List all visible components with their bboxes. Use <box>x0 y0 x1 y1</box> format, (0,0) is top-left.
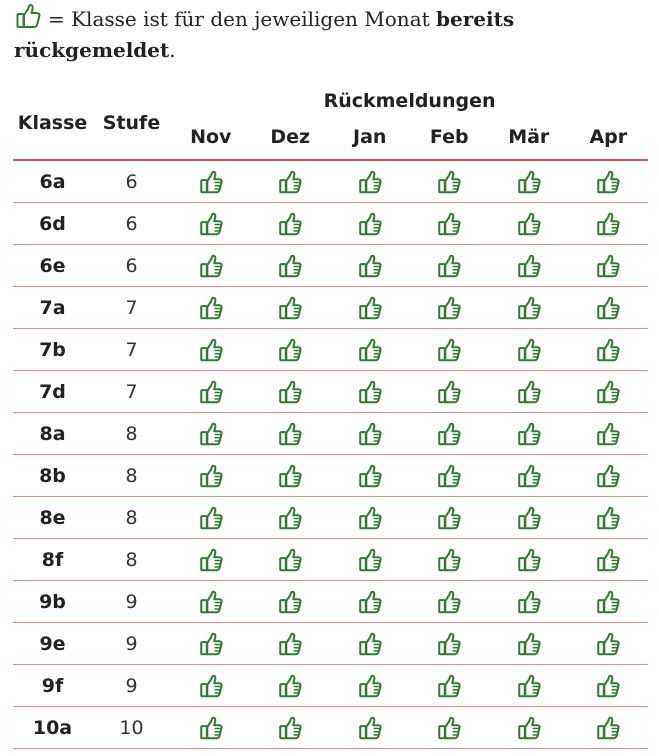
month-status-cell <box>569 455 649 497</box>
month-status-cell <box>171 497 251 539</box>
thumbs-up-icon <box>595 169 621 195</box>
klasse-cell: 6e <box>13 245 92 287</box>
thumbs-up-icon <box>277 421 303 447</box>
stufe-cell: 9 <box>92 581 171 623</box>
month-status-cell <box>489 287 569 329</box>
month-status-cell <box>569 160 649 203</box>
month-status-cell <box>410 287 490 329</box>
month-status-cell <box>171 413 251 455</box>
thumbs-up-icon <box>436 211 462 237</box>
legend-text-end: . <box>169 38 176 62</box>
klasse-cell: 7a <box>13 287 92 329</box>
month-status-cell <box>489 665 569 707</box>
thumbs-up-icon <box>277 337 303 363</box>
table-row <box>13 665 648 707</box>
thumbs-up-icon <box>436 547 462 573</box>
month-status-cell <box>569 203 649 245</box>
month-status-cell <box>251 539 331 581</box>
thumbs-up-icon <box>436 295 462 321</box>
month-status-cell <box>251 623 331 665</box>
month-status-cell <box>489 413 569 455</box>
month-status-cell <box>410 539 490 581</box>
month-status-cell <box>171 203 251 245</box>
month-status-cell <box>489 539 569 581</box>
column-header-month: Nov <box>171 114 251 160</box>
klasse-cell: 8f <box>13 539 92 581</box>
stufe-cell: 9 <box>92 665 171 707</box>
month-status-cell <box>410 329 490 371</box>
month-status-cell <box>569 707 649 749</box>
thumbs-up-icon <box>595 295 621 321</box>
column-header-month: Apr <box>569 114 649 160</box>
month-status-cell <box>251 203 331 245</box>
month-status-cell <box>171 539 251 581</box>
month-status-cell <box>171 665 251 707</box>
klasse-cell: 8b <box>13 455 92 497</box>
thumbs-up-icon <box>436 715 462 741</box>
thumbs-up-icon <box>277 379 303 405</box>
thumbs-up-icon <box>277 169 303 195</box>
thumbs-up-icon <box>198 715 224 741</box>
month-status-cell <box>251 413 331 455</box>
thumbs-up-icon <box>198 505 224 531</box>
thumbs-up-icon <box>516 337 542 363</box>
month-status-cell <box>489 455 569 497</box>
thumbs-up-icon <box>436 673 462 699</box>
klasse-cell: 8e <box>13 497 92 539</box>
column-header-month: Mär <box>489 114 569 160</box>
thumbs-up-icon <box>198 379 224 405</box>
month-status-cell <box>489 707 569 749</box>
thumbs-up-icon <box>516 463 542 489</box>
thumbs-up-icon <box>277 295 303 321</box>
thumbs-up-icon <box>436 379 462 405</box>
month-status-cell <box>251 329 331 371</box>
stufe-cell: 10 <box>92 707 171 749</box>
stufe-cell: 6 <box>92 160 171 203</box>
thumbs-up-icon <box>516 589 542 615</box>
table-row <box>13 160 648 203</box>
month-status-cell <box>171 245 251 287</box>
month-status-cell <box>569 329 649 371</box>
month-status-cell <box>569 413 649 455</box>
thumbs-up-icon <box>516 421 542 447</box>
column-header-stufe: Stufe <box>92 87 171 160</box>
table-row <box>13 203 648 245</box>
month-status-cell <box>251 287 331 329</box>
stufe-cell: 8 <box>92 455 171 497</box>
table-row <box>13 539 648 581</box>
thumbs-up-icon <box>198 547 224 573</box>
stufe-cell: 8 <box>92 413 171 455</box>
column-header-month: Jan <box>330 114 410 160</box>
month-status-cell <box>251 665 331 707</box>
month-status-cell <box>569 623 649 665</box>
month-status-cell <box>569 539 649 581</box>
stufe-cell: 8 <box>92 539 171 581</box>
thumbs-up-icon <box>516 379 542 405</box>
month-status-cell <box>330 371 410 413</box>
month-status-cell <box>410 707 490 749</box>
month-status-cell <box>569 371 649 413</box>
month-status-cell <box>410 245 490 287</box>
table-row <box>13 287 648 329</box>
thumbs-up-icon <box>277 673 303 699</box>
thumbs-up-icon <box>436 463 462 489</box>
month-status-cell <box>330 413 410 455</box>
thumbs-up-icon <box>595 673 621 699</box>
thumbs-up-icon <box>357 631 383 657</box>
thumbs-up-icon <box>436 631 462 657</box>
thumbs-up-icon <box>277 589 303 615</box>
month-status-cell <box>251 245 331 287</box>
thumbs-up-icon <box>595 505 621 531</box>
thumbs-up-icon <box>436 169 462 195</box>
table-row <box>13 413 648 455</box>
month-status-cell <box>171 160 251 203</box>
month-status-cell <box>171 707 251 749</box>
month-status-cell <box>489 160 569 203</box>
month-status-cell <box>251 581 331 623</box>
thumbs-up-icon <box>277 547 303 573</box>
thumbs-up-icon <box>198 211 224 237</box>
thumbs-up-icon <box>595 589 621 615</box>
group-header-rueckmeldungen: Rückmeldungen <box>323 89 496 112</box>
thumbs-up-icon <box>198 673 224 699</box>
thumbs-up-icon <box>277 631 303 657</box>
month-status-cell <box>569 581 649 623</box>
table-row <box>13 371 648 413</box>
column-header-klasse: Klasse <box>13 87 92 160</box>
month-status-cell <box>171 287 251 329</box>
thumbs-up-icon <box>436 337 462 363</box>
month-status-cell <box>410 371 490 413</box>
thumbs-up-icon <box>357 715 383 741</box>
month-status-cell <box>410 160 490 203</box>
thumbs-up-icon <box>595 715 621 741</box>
month-status-cell <box>171 581 251 623</box>
thumbs-up-icon <box>357 505 383 531</box>
month-status-cell <box>330 707 410 749</box>
klasse-cell: 6d <box>13 203 92 245</box>
stufe-cell: 8 <box>92 497 171 539</box>
month-status-cell <box>330 665 410 707</box>
month-status-cell <box>489 329 569 371</box>
thumbs-up-icon <box>436 421 462 447</box>
rueckmeldungen-table <box>13 87 648 749</box>
thumbs-up-icon <box>198 169 224 195</box>
thumbs-up-icon <box>198 631 224 657</box>
klasse-cell: 7b <box>13 329 92 371</box>
stufe-cell: 6 <box>92 245 171 287</box>
table-row <box>13 497 648 539</box>
table-row <box>13 245 648 287</box>
month-status-cell <box>410 665 490 707</box>
month-status-cell <box>171 623 251 665</box>
klasse-cell: 7d <box>13 371 92 413</box>
thumbs-up-icon <box>595 547 621 573</box>
thumbs-up-icon <box>357 379 383 405</box>
month-status-cell <box>330 455 410 497</box>
table-row <box>13 329 648 371</box>
month-status-cell <box>251 371 331 413</box>
thumbs-up-icon <box>198 253 224 279</box>
thumbs-up-icon <box>357 337 383 363</box>
thumbs-up-icon <box>516 253 542 279</box>
thumbs-up-icon <box>198 295 224 321</box>
thumbs-up-icon <box>516 631 542 657</box>
thumbs-up-icon <box>357 211 383 237</box>
thumbs-up-icon <box>357 589 383 615</box>
thumbs-up-icon <box>277 211 303 237</box>
table-row <box>13 623 648 665</box>
thumbs-up-icon <box>436 589 462 615</box>
thumbs-up-icon <box>357 295 383 321</box>
thumbs-up-icon <box>436 253 462 279</box>
thumbs-up-icon <box>516 295 542 321</box>
table-row <box>13 581 648 623</box>
thumbs-up-icon <box>516 505 542 531</box>
month-status-cell <box>171 455 251 497</box>
month-status-cell <box>489 581 569 623</box>
month-status-cell <box>489 203 569 245</box>
month-status-cell <box>489 371 569 413</box>
klasse-cell: 8a <box>13 413 92 455</box>
stufe-cell: 7 <box>92 329 171 371</box>
month-status-cell <box>330 497 410 539</box>
thumbs-up-icon <box>198 421 224 447</box>
thumbs-up-icon <box>436 505 462 531</box>
month-status-cell <box>489 497 569 539</box>
thumbs-up-icon <box>198 463 224 489</box>
klasse-cell: 9e <box>13 623 92 665</box>
column-header-month: Feb <box>410 114 490 160</box>
thumbs-up-icon <box>277 505 303 531</box>
thumbs-up-icon <box>277 715 303 741</box>
month-status-cell <box>569 287 649 329</box>
thumbs-up-icon <box>595 379 621 405</box>
month-status-cell <box>569 245 649 287</box>
thumbs-up-icon <box>357 547 383 573</box>
thumbs-up-icon <box>14 2 42 30</box>
klasse-cell: 9f <box>13 665 92 707</box>
thumbs-up-icon <box>595 421 621 447</box>
month-status-cell <box>171 329 251 371</box>
month-status-cell <box>569 497 649 539</box>
month-status-cell <box>330 287 410 329</box>
month-status-cell <box>330 623 410 665</box>
month-status-cell <box>489 623 569 665</box>
klasse-cell: 9b <box>13 581 92 623</box>
month-status-cell <box>410 623 490 665</box>
month-status-cell <box>251 160 331 203</box>
thumbs-up-icon <box>516 211 542 237</box>
stufe-cell: 9 <box>92 623 171 665</box>
thumbs-up-icon <box>357 421 383 447</box>
month-status-cell <box>251 497 331 539</box>
thumbs-up-icon <box>595 631 621 657</box>
thumbs-up-icon <box>277 463 303 489</box>
month-status-cell <box>410 203 490 245</box>
month-status-cell <box>330 160 410 203</box>
legend <box>14 2 644 66</box>
thumbs-up-icon <box>357 169 383 195</box>
month-status-cell <box>251 455 331 497</box>
month-status-cell <box>330 245 410 287</box>
thumbs-up-icon <box>198 337 224 363</box>
thumbs-up-icon <box>595 211 621 237</box>
month-status-cell <box>330 329 410 371</box>
klasse-cell: 10a <box>13 707 92 749</box>
month-status-cell <box>410 581 490 623</box>
month-status-cell <box>410 497 490 539</box>
thumbs-up-icon <box>357 673 383 699</box>
table-row <box>13 707 648 749</box>
month-status-cell <box>569 665 649 707</box>
legend-bold-text: bereits rückgemeldet <box>14 7 515 62</box>
month-status-cell <box>410 413 490 455</box>
month-status-cell <box>489 245 569 287</box>
month-status-cell <box>171 371 251 413</box>
table-row <box>13 455 648 497</box>
thumbs-up-icon <box>357 253 383 279</box>
thumbs-up-icon <box>516 547 542 573</box>
thumbs-up-icon <box>357 463 383 489</box>
stufe-cell: 7 <box>92 287 171 329</box>
thumbs-up-icon <box>277 253 303 279</box>
thumbs-up-icon <box>516 715 542 741</box>
thumbs-up-icon <box>516 169 542 195</box>
month-status-cell <box>251 707 331 749</box>
month-status-cell <box>330 581 410 623</box>
klasse-cell: 6a <box>13 160 92 203</box>
thumbs-up-icon <box>595 463 621 489</box>
thumbs-up-icon <box>595 337 621 363</box>
legend-text: = Klasse ist für den jeweiligen Monat <box>48 7 430 31</box>
column-header-month: Dez <box>251 114 331 160</box>
thumbs-up-icon <box>595 253 621 279</box>
month-status-cell <box>410 455 490 497</box>
month-status-cell <box>330 539 410 581</box>
thumbs-up-icon <box>198 589 224 615</box>
thumbs-up-icon <box>516 673 542 699</box>
month-status-cell <box>330 203 410 245</box>
stufe-cell: 6 <box>92 203 171 245</box>
stufe-cell: 7 <box>92 371 171 413</box>
